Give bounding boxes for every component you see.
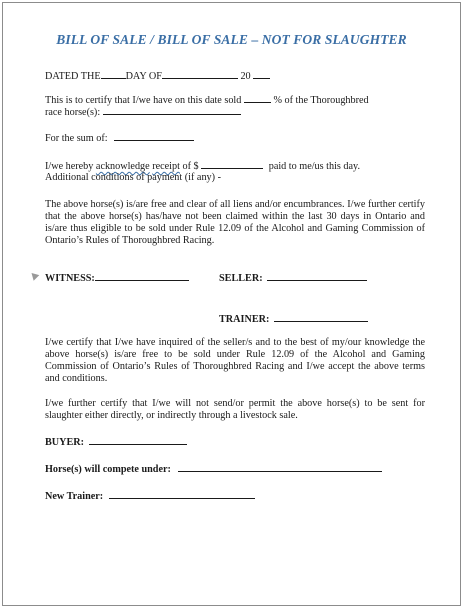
sum-field[interactable] bbox=[114, 131, 194, 141]
acknowledge-text-e: paid to me/us this day. bbox=[268, 161, 361, 172]
document-page bbox=[2, 2, 461, 606]
certify-text-b: % of the Thoroughbred bbox=[273, 95, 369, 106]
free-clear-paragraph: The above horse(s) is/are free and clear of all liens and/or encumbrances. I/we further certify that the above horse(s) has/have not been claimed within the last 30 days in Ontario and is/are thus eligible to be sold under Rule 12.09 of the Alcohol and Gaming Commission of Ontario’s Rules of Thoroughbred Racing. bbox=[45, 199, 425, 247]
seller-line bbox=[219, 271, 367, 285]
compete-line bbox=[45, 462, 382, 476]
acknowledge-text-d: of $ bbox=[182, 161, 199, 172]
trainer-label: TRAINER: bbox=[219, 314, 270, 325]
percent-sold-field[interactable] bbox=[244, 93, 271, 103]
additional-conditions: Additional conditions of payment (if any) - bbox=[45, 172, 221, 183]
acknowledge-text-a: I/we hereby bbox=[45, 161, 94, 172]
compete-field[interactable] bbox=[178, 462, 382, 472]
day-of-label: DAY OF bbox=[125, 71, 162, 82]
new-trainer-field[interactable] bbox=[109, 489, 255, 499]
trainer-field[interactable] bbox=[274, 312, 368, 322]
compete-label: Horse(s) will compete under: bbox=[45, 464, 171, 475]
slaughter-paragraph: I/we further certify that I/we will not send/or permit the above horse(s) to be sent for slaughter either directly, or indirectly through a livestock sale. bbox=[45, 398, 425, 422]
acknowledge-text-b: acknowledge bbox=[95, 161, 150, 172]
new-trainer-label: New Trainer: bbox=[45, 491, 104, 502]
witness-label: WITNESS: bbox=[45, 273, 95, 284]
new-trainer-line bbox=[45, 489, 255, 503]
dated-day-field[interactable] bbox=[101, 69, 126, 79]
race-horses-field[interactable] bbox=[103, 105, 241, 115]
certify-line-2 bbox=[45, 105, 241, 119]
acknowledge-amount-field[interactable] bbox=[201, 159, 263, 169]
buyer-field[interactable] bbox=[89, 435, 187, 445]
dated-the-label: DATED THE bbox=[45, 71, 101, 82]
buyer-label: BUYER: bbox=[45, 437, 85, 448]
dated-month-field[interactable] bbox=[162, 69, 238, 79]
trainer-line bbox=[219, 312, 368, 326]
witness-line bbox=[45, 271, 189, 285]
seller-field[interactable] bbox=[267, 271, 367, 281]
document-title: BILL OF SALE / BILL OF SALE – NOT FOR SLAUGHTER bbox=[56, 32, 407, 47]
seller-label: SELLER: bbox=[219, 273, 263, 284]
move-handle-icon[interactable] bbox=[29, 270, 40, 281]
dated-line bbox=[45, 69, 270, 83]
acknowledge-text-c: receipt bbox=[152, 161, 180, 172]
dated-year-field[interactable] bbox=[253, 69, 270, 79]
year-prefix-label: 20 bbox=[240, 71, 251, 82]
race-horses-label: race horse(s): bbox=[45, 107, 101, 118]
buyer-line bbox=[45, 435, 187, 449]
sum-line bbox=[45, 131, 194, 145]
inquired-paragraph: I/we certify that I/we have inquired of the seller/s and to the best of my/our knowledge the above horse(s) is/are free to be sold under Rule 12.09 of the Alcohol and Gaming Commission of Ontario’s Rules of Thoroughbred Racing and I/we accept the above terms and conditions. bbox=[45, 337, 425, 385]
witness-field[interactable] bbox=[95, 271, 189, 281]
certify-text-a: This is to certify that I/we have on this date sold bbox=[45, 95, 242, 106]
sum-label: For the sum of: bbox=[45, 133, 108, 144]
